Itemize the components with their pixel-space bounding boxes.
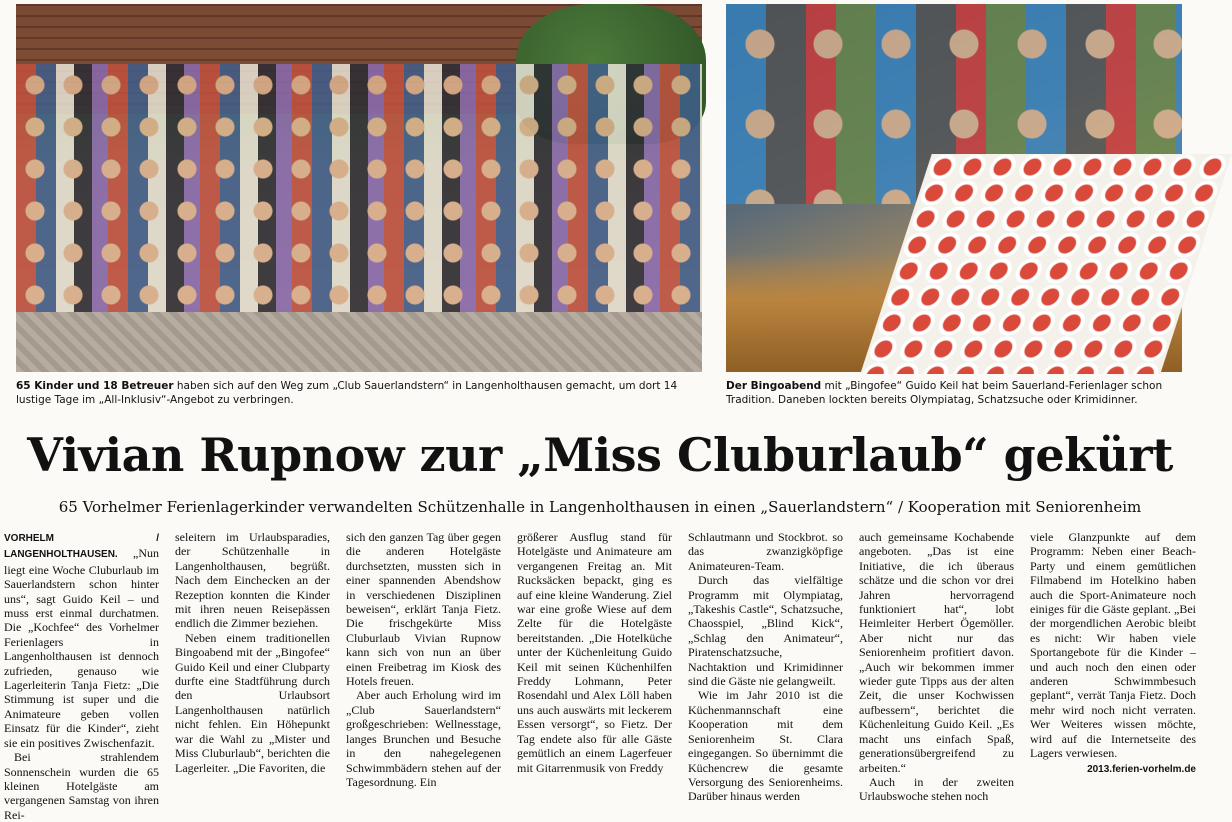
caption-text: haben sich auf den Weg zum „Club Sauerlandstern“ in Langenholthausen gemacht, um dort 14 lustige Tage im „All-Inklusiv“-Angebot zu verbringen. [16,380,678,406]
article-column-3 [346,530,501,795]
subheadline: 65 Vorhelmer Ferienlagerkinder verwandelten Schützenhalle in Langenholthausen in einen „Sauerlandstern“ / Kooperation mit Seniorenheim [58,498,1142,516]
children-crowd [16,64,702,344]
paragraph: Auch in der zweiten Urlaubswoche stehen noch [859,774,1014,804]
article-column-1 [4,530,159,822]
paragraph: größerer Ausflug stand für Hotelgäste und Animateure am vergangenen Freitag an. Mit Rucksäcken bepackt, ging es auf eine kleine Wanderung. Ziel war eine große Wiese auf dem Zelte für die Hotelgäste bereitstanden. „Die Hotelküche unter der Küchenleitung Guido Keil mit seinen Küchenhilfen Freddy Lohmann, Peter Rosendahl und Alex Löll haben uns auch auswärts mit leckerem Essen versorgt“, so Fietz. Der Tag endete also für alle Gäste gemütlich an einem Lagerfeuer mit Gitarrenmusik von Freddy [517,530,672,775]
bingo-photo [726,4,1182,372]
cobblestone-ground [16,312,702,372]
caption-text: mit „Bingofee“ Guido Keil hat beim Sauerland-Ferienlager schon Tradition. Daneben lockten bereits Olympiatag, Schatzsuche oder Krimidinner. [726,380,1163,406]
article-column-5 [688,530,843,804]
website-link[interactable]: 2013.ferien-vorhelm.de [1087,763,1196,775]
article-column-7 [1030,530,1196,795]
paragraph: Bei strahlendem Sonnenschein wurden die 65 kleinen Hotelgäste am vergangenen Samstag von ihren Rei- [4,750,159,822]
paragraph: Wie im Jahr 2010 ist die Küchenmannschaft eine Kooperation mit dem Seniorenheim St. Clara eingegangen. So übernimmt die Küchencrew die gesamte Versorgung des Seniorenheims. Darüber hinaus werden [688,688,843,804]
article-column-6 [859,530,1014,804]
paragraph: „Nun liegt eine Woche Cluburlaub im Sauerlandstern schon hinter uns“, sagt Guido Keil – und muss erst einmal durchatmen. Die „Kochfee“ des Vorhelmer Ferienlagers in Langenholthausen ist dennoch zufrieden, genauso wie Lagerleiterin Tanja Fietz: „Die Stimmung ist super und die Animateure geben vollen Einsatz für die Kinder“, zieht sie ein positives Zwischenfazit. [4,546,159,750]
group-photo [16,4,702,372]
headline: Vivian Rupnow zur „Miss Cluburlaub“ gekürt [27,428,1173,482]
paragraph: sich den ganzen Tag über gegen die anderen Hotelgäste durchsetzten, mussten sich in einer spannenden Abendshow in verschiedenen Disziplinen beweisen“, erklärt Tanja Fietz. Die frischgekürte Miss Cluburlaub Vivian Rupnow kann sich von nun an über einen Freibetrag im Kiosk des Hotels freuen. [346,530,501,689]
photo-caption-right [726,379,1182,407]
photo-caption-left [16,379,706,407]
paragraph: Aber auch Erholung wird im „Club Sauerlandstern“ großgeschrieben: Wellnesstage, langes Brunchen und Besuche in den nahegelegenen Schwimmbädern stehen auf der Tagesordnung. Ein [346,688,501,789]
paragraph: Neben einem traditionellen Bingoabend mit der „Bingofee“ Guido Keil und einer Clubparty durfte eine Stadtführung durch den Urlaubsort Langenholthausen natürlich nicht fehlen. Ein Höhepunkt war die Wahl zu „Mister und Miss Cluburlaub“, berichten die Lagerleiter. „Die Favoriten, die [175,630,330,775]
article-column-2 [175,530,330,795]
paragraph: auch gemeinsame Kochabende angeboten. „Das ist eine Initiative, die ich überaus schätze und die schon vor drei Jahren hervorragend funktioniert hat“, lobt Heimleiter Herbert Ögemöller. Aber nicht nur das Seniorenheim profitiert davon. „Auch wir bekommen immer wieder gute Tipps aus der alten Zeit, die unser Kochwissen aufbessern“, berichtet die Küchenleitung Guido Keil. „Es macht uns einfach Spaß, generationsübergreifend zu arbeiten.“ [859,530,1014,775]
paragraph: Durch das vielfältige Programm mit Olympiatag, „Takeshis Castle“, Schatzsuche, Chaosspiel, „Blind Kick“, „Schlag den Animateur“, Piratenschatzsuche, Nachtaktion und Krimidinner sind die Gäste nie gelangweilt. [688,573,843,689]
paragraph: viele Glanzpunkte auf dem Programm: Neben einer Beach-Party und einem gemütlichen Filmabend im Hotelkino haben auch die Sport-Animateure noch einiges für die Gäste geplant. „Bei der morgendlichen Aerobic bleibt es nicht: Wir haben viele Sportangebote für die Kinder – und auch noch den einen oder anderen Schwimmbesuch geplant“, verrät Tanja Fietz. Doch mehr wird noch nicht verraten. Wer Weiteres wissen möchte, wird auf die Internetseite des Lagers verwiesen. [1030,530,1196,761]
caption-bold: 65 Kinder und 18 Betreuer [16,380,174,392]
dateline: VORHELM / LANGENHOLTHAUSEN. [4,533,159,561]
article-column-4 [517,530,672,795]
paragraph: Schlautmann und Stockbrot. so das zwanzigköpfige Animateuren-Team. [688,530,843,573]
caption-bold: Der Bingoabend [726,380,822,392]
paragraph: seleitern im Urlaubsparadies, der Schützenhalle in Langenholthausen, begrüßt. Nach dem Einchecken an der Rezeption konnten die Kinder mit ihren neuen Reisepässen endlich die Zimmer beziehen. [175,530,330,631]
